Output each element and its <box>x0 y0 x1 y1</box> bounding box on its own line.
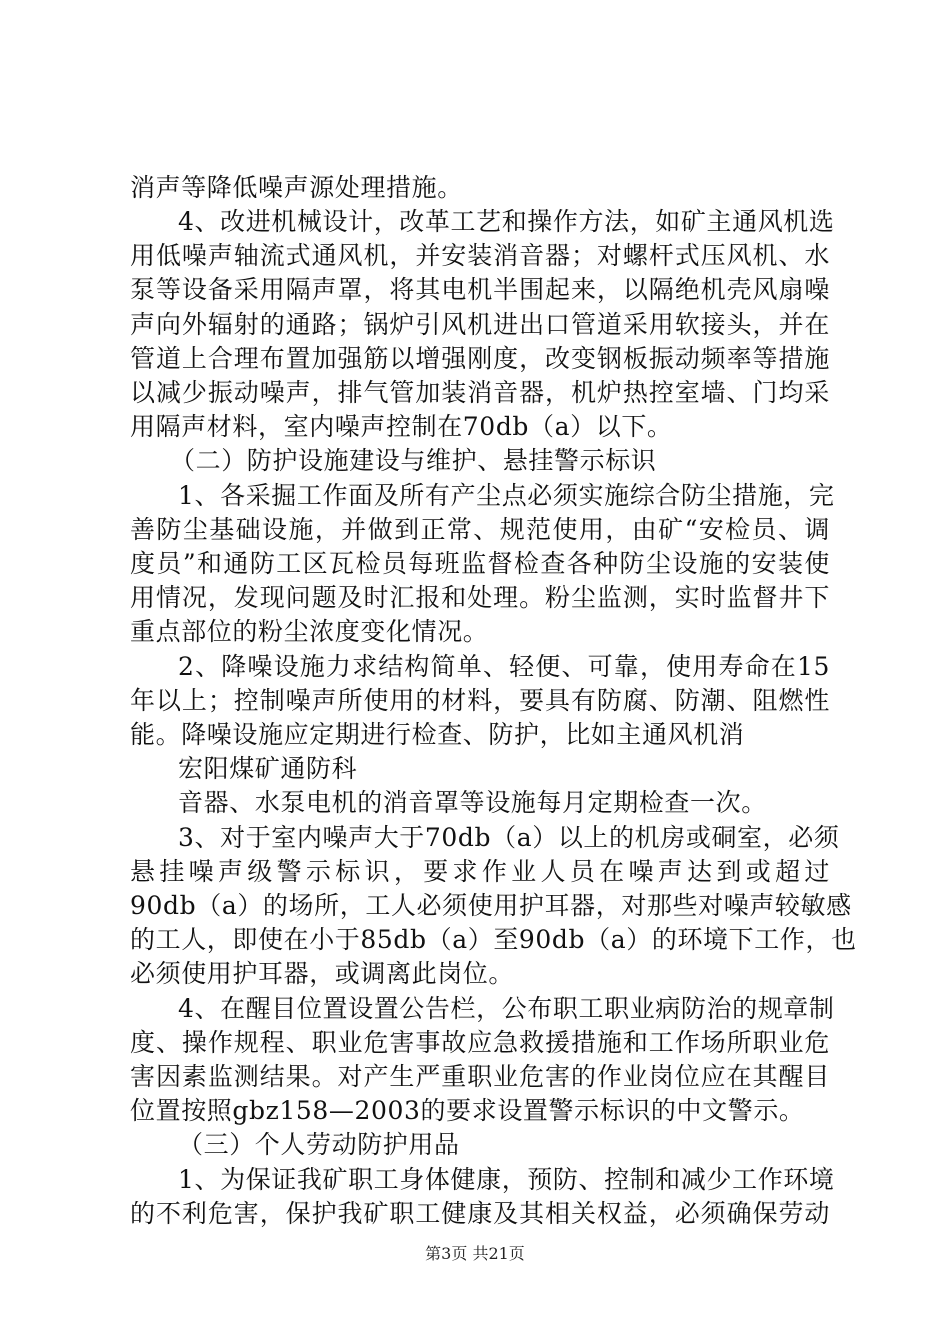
body-text-line: 3、对于室内噪声大于70db（a）以上的机房或硐室，必须 <box>178 823 840 852</box>
body-text-line: 4、改进机械设计，改革工艺和操作方法，如矿主通风机选 <box>178 207 835 236</box>
body-text-line: 1、各采掘工作面及所有产尘点必须实施综合防尘措施，完 <box>178 481 835 510</box>
body-text-line: 害因素监测结果。对产生严重职业危害的作业岗位应在其醒目 <box>130 1062 830 1091</box>
body-text-line: 重点部位的粉尘浓度变化情况。 <box>130 617 489 646</box>
body-text-line: 用情况，发现问题及时汇报和处理。粉尘监测，实时监督井下 <box>130 583 830 612</box>
body-text-line: 的工人，即使在小于85db（a）至90db（a）的环境下工作，也 <box>130 925 857 954</box>
body-text-line: 1、为保证我矿职工身体健康，预防、控制和减少工作环境 <box>178 1165 835 1194</box>
body-text-line: 消声等降低噪声源处理措施。 <box>130 173 463 202</box>
body-text-line: 用低噪声轴流式通风机，并安装消音器；对螺杆式压风机、水 <box>130 241 830 270</box>
body-text-line: 4、在醒目位置设置公告栏，公布职工职业病防治的规章制 <box>178 994 835 1023</box>
body-text-line: 度、操作规程、职业危害事故应急救援措施和工作场所职业危 <box>130 1028 830 1057</box>
body-text-line: 位置按照gbz158—2003的要求设置警示标识的中文警示。 <box>130 1096 805 1125</box>
body-text-line: 能。降噪设施应定期进行检查、防护，比如主通风机消 <box>130 720 745 749</box>
body-text-line: 以减少振动噪声，排气管加装消音器，机炉热控室墙、门均采 <box>130 378 830 407</box>
body-text-line: 用隔声材料，室内噪声控制在70db（a）以下。 <box>130 412 673 441</box>
body-text-line: 的不利危害，保护我矿职工健康及其相关权益，必须确保劳动 <box>130 1199 830 1228</box>
body-text-line: 泵等设备采用隔声罩，将其电机半围起来，以隔绝机壳风扇噪 <box>130 275 830 304</box>
department-label: 宏阳煤矿通防科 <box>178 754 358 783</box>
body-text-line: 必须使用护耳器，或调离此岗位。 <box>130 959 515 988</box>
body-text-line: 音器、水泵电机的消音罩等设施每月定期检查一次。 <box>178 788 767 817</box>
section-heading: （三）个人劳动防护用品 <box>178 1130 460 1159</box>
page-number: 第3页 共21页 <box>425 1244 525 1263</box>
body-text-line: 度员”和通防工区瓦检员每班监督检查各种防尘设施的安装使 <box>130 549 830 578</box>
body-text-line: 2、降噪设施力求结构简单、轻便、可靠，使用寿命在15 <box>178 652 830 681</box>
body-text-line: 年以上；控制噪声所使用的材料，要具有防腐、防潮、阻燃性 <box>130 686 830 715</box>
body-text-line: 悬挂噪声级警示标识，要求作业人员在噪声达到或超过 <box>130 857 830 886</box>
body-text-line: 声向外辐射的通路；锅炉引风机进出口管道采用软接头，并在 <box>130 310 830 339</box>
body-text-line: 管道上合理布置加强筋以增强刚度，改变钢板振动频率等措施 <box>130 344 830 373</box>
body-text-line: 善防尘基础设施，并做到正常、规范使用，由矿“安检员、调 <box>130 515 830 544</box>
body-text-line: 90db（a）的场所，工人必须使用护耳器，对那些对噪声较敏感 <box>130 891 852 920</box>
section-heading: （二）防护设施建设与维护、悬挂警示标识 <box>170 446 657 475</box>
